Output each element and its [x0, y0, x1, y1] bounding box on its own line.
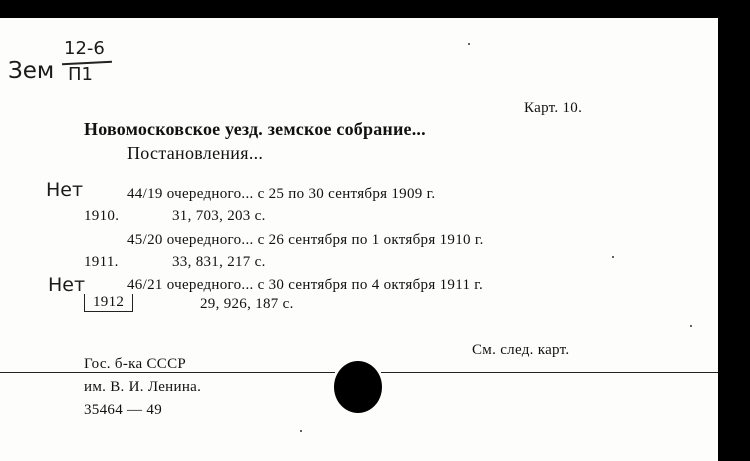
- speck: [300, 430, 302, 432]
- subheading: Постановления...: [127, 143, 264, 163]
- handwritten-note-2: Нет: [48, 274, 86, 296]
- entry-2-line: 45/20 очередного... с 26 сентября по 1 октября 1910 г.: [127, 232, 484, 248]
- card-number: Карт. 10.: [524, 100, 583, 116]
- punch-hole: [334, 361, 382, 413]
- speck: [690, 325, 692, 327]
- entry-2-year: 1911.: [84, 254, 119, 270]
- heading: Новомосковское уезд. земское собрание...: [84, 119, 426, 139]
- entry-1-year: 1910.: [84, 208, 120, 224]
- handwritten-note-1: Нет: [46, 179, 84, 201]
- entry-1-line: 44/19 очередного... с 25 по 30 сентября 1909 г.: [127, 186, 436, 202]
- entry-3-year: 1912: [84, 294, 133, 312]
- entry-3-line: 46/21 очередного... с 30 сентября по 4 октября 1911 г.: [127, 277, 484, 293]
- catalog-card: [0, 18, 718, 461]
- library-line-3: 35464 — 49: [84, 402, 162, 418]
- speck: [468, 43, 470, 45]
- handwritten-prefix: Зем: [8, 58, 55, 84]
- library-line-2: им. В. И. Ленина.: [84, 379, 202, 395]
- speck: [612, 256, 614, 258]
- library-line-1: Гос. б-ка СССР: [84, 356, 187, 372]
- handwritten-numerator: 12-6: [64, 38, 105, 59]
- entry-1-pages: 31, 703, 203 с.: [172, 208, 266, 224]
- entry-3-pages: 29, 926, 187 с.: [200, 296, 294, 312]
- rule-right: [381, 372, 718, 373]
- see-next-card: См. след. карт.: [472, 342, 570, 358]
- entry-2-pages: 33, 831, 217 с.: [172, 254, 266, 270]
- handwritten-denominator: П1: [68, 64, 93, 85]
